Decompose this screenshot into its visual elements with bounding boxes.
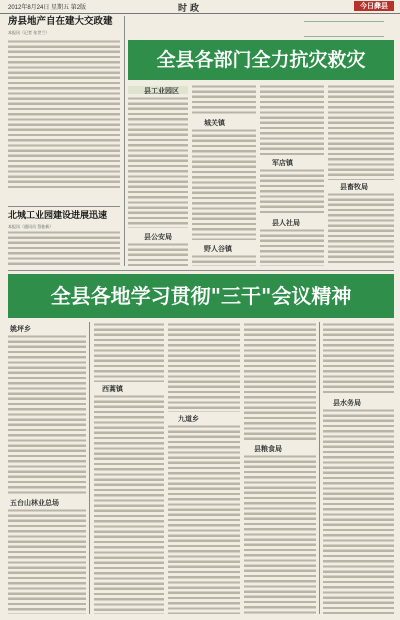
top-left-column	[8, 16, 120, 266]
story-body	[94, 322, 164, 382]
article-body-property	[8, 39, 120, 189]
story-body	[168, 322, 240, 412]
story-title: 县粮食局	[254, 444, 282, 453]
story-body	[8, 508, 86, 614]
story-title: 县公安局	[144, 232, 172, 241]
story-body	[168, 424, 240, 614]
story-title: 城关镇	[204, 118, 225, 127]
story-body	[328, 192, 394, 266]
story-title: 县畜牧局	[340, 182, 368, 191]
section-title: 时政	[178, 4, 203, 14]
article-body-industrial	[8, 230, 120, 266]
story-title: 县人社局	[272, 218, 300, 227]
story-body	[192, 128, 256, 240]
story-title: 县工业园区	[144, 86, 179, 95]
story-title: 西蒿镇	[102, 384, 123, 393]
story-body	[128, 96, 188, 228]
story-body	[260, 228, 324, 266]
story-body	[328, 84, 394, 180]
story-body	[94, 394, 164, 614]
story-body	[244, 322, 316, 442]
headline-industrial: 北城工业园建设进展迅速	[8, 211, 108, 221]
headline-property: 房县地产自在建大交政建	[8, 16, 113, 27]
story-body	[128, 242, 188, 266]
story-body	[323, 408, 394, 614]
byline-industrial: 本报讯（通讯员 蔡桂新）	[8, 224, 54, 229]
issue-date: 2012年8月24日 星期五 第2版	[8, 5, 87, 11]
story-title: 九道乡	[178, 414, 199, 423]
main-banner: 全县各部门全力抗灾救灾	[128, 40, 394, 80]
paper-logo: 今日彝县	[354, 1, 394, 11]
story-body	[260, 84, 324, 156]
story-body	[260, 168, 324, 216]
section-divider	[8, 270, 394, 271]
second-banner: 全县各地学习贯彻"三干"会议精神	[8, 274, 394, 318]
byline-property: 本报讯（记者 张世兰）	[8, 30, 50, 35]
story-title: 野人谷镇	[204, 244, 232, 253]
story-body	[8, 334, 86, 494]
story-title: 县水务局	[333, 398, 361, 407]
bottom-columns	[8, 322, 394, 614]
divider	[8, 206, 120, 207]
story-title: 姚坪乡	[10, 324, 31, 333]
story-body	[192, 254, 256, 266]
mid-columns	[128, 84, 394, 266]
story-title: 五台山林业总场	[10, 498, 59, 507]
story-body	[323, 322, 394, 396]
story-title: 军店镇	[272, 158, 293, 167]
page-header	[0, 0, 400, 14]
story-body	[192, 84, 256, 116]
column-divider	[124, 16, 125, 266]
banner-decoration	[128, 17, 394, 38]
story-body	[244, 454, 316, 614]
